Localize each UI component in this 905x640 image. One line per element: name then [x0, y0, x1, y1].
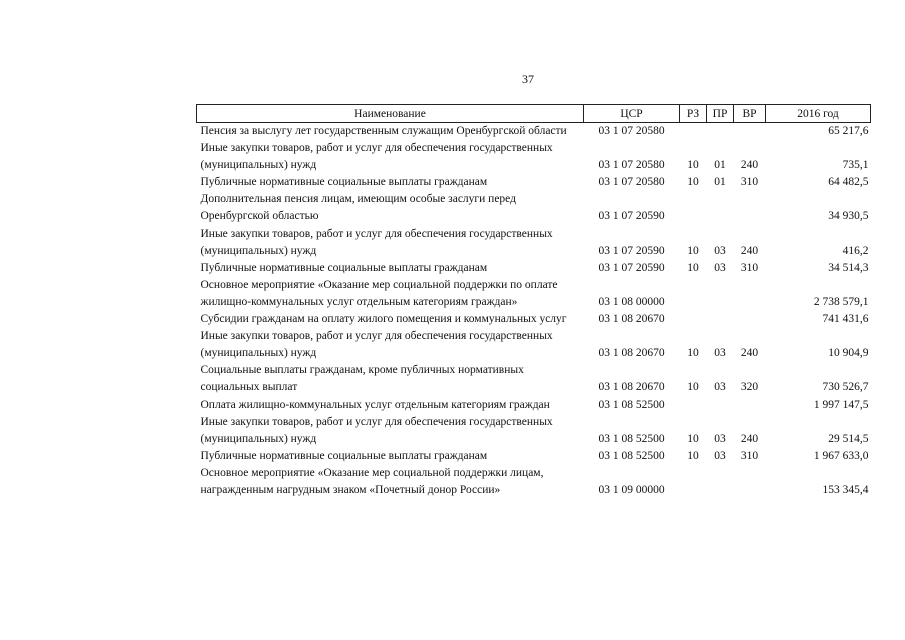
- table-row: [197, 277, 871, 311]
- row-csr: 03 1 08 20670: [598, 313, 665, 326]
- row-pr: [707, 191, 734, 225]
- row-pr: 03: [714, 347, 726, 360]
- row-vr: 240: [740, 244, 759, 257]
- row-rz: 10: [687, 159, 699, 172]
- row-name: Пенсия за выслугу лет государственным служащим Оренбургской области: [200, 125, 567, 137]
- row-sum: 65 217,6: [828, 125, 869, 137]
- row-rz: 10: [687, 432, 699, 445]
- row-name: Публичные нормативные социальные выплаты гражданам: [200, 176, 488, 189]
- row-name: Основное мероприятие «Оказание мер социальной поддержки по оплате жилищно-коммунальных услуг отдельным категориям граждан»: [200, 278, 558, 308]
- table-row: [197, 226, 871, 260]
- row-name: Оплата жилищно-коммунальных услуг отдельным категориям граждан: [200, 398, 550, 411]
- row-name: Социальные выплаты гражданам, кроме публичных нормативных социальных выплат: [200, 364, 524, 394]
- row-vr: 240: [740, 159, 759, 172]
- row-name: Публичные нормативные социальные выплаты гражданам: [200, 261, 488, 274]
- row-vr: [734, 465, 766, 499]
- table-header-row: [197, 105, 871, 123]
- row-csr: 03 1 08 00000: [598, 295, 665, 308]
- header-year: 2016 год: [766, 105, 871, 123]
- row-sum: 10 904,9: [828, 347, 869, 360]
- row-csr: 03 1 07 20590: [598, 261, 665, 274]
- row-csr: 03 1 08 52500: [598, 398, 665, 411]
- table-row: [197, 397, 871, 414]
- row-vr: 310: [740, 449, 759, 462]
- row-vr: 310: [740, 176, 759, 189]
- row-pr: 01: [714, 176, 726, 189]
- row-vr: 320: [740, 381, 759, 394]
- row-rz: 10: [687, 347, 699, 360]
- row-rz: 10: [687, 261, 699, 274]
- header-pr: ПР: [707, 105, 734, 123]
- header-name: Наименование: [197, 105, 584, 123]
- row-sum: 1 967 633,0: [813, 449, 869, 462]
- row-pr: [707, 311, 734, 328]
- row-sum: 29 514,5: [828, 432, 869, 445]
- row-vr: [734, 311, 766, 328]
- row-vr: 310: [740, 261, 759, 274]
- row-name: Публичные нормативные социальные выплаты гражданам: [200, 449, 488, 462]
- row-rz: 10: [687, 176, 699, 189]
- table-row: [197, 174, 871, 191]
- row-pr: 03: [714, 381, 726, 394]
- header-vr: ВР: [734, 105, 766, 123]
- row-name: Иные закупки товаров, работ и услуг для обеспечения государственных (муниципальных) нужд: [200, 142, 553, 172]
- page-number: 37: [522, 72, 534, 86]
- row-pr: 03: [714, 432, 726, 445]
- row-sum: 416,2: [842, 244, 869, 257]
- row-name: Иные закупки товаров, работ и услуг для обеспечения государственных (муниципальных) нужд: [200, 415, 553, 445]
- row-rz: [680, 123, 707, 141]
- row-sum: 1 997 147,5: [813, 398, 869, 411]
- header-csr: ЦСР: [584, 105, 680, 123]
- row-rz: [680, 311, 707, 328]
- table-row: [197, 362, 871, 396]
- row-csr: 03 1 07 20580: [598, 125, 665, 137]
- table-row: [197, 448, 871, 465]
- row-rz: [680, 397, 707, 414]
- row-csr: 03 1 08 20670: [598, 347, 665, 360]
- row-sum: 741 431,6: [822, 313, 869, 326]
- row-vr: [734, 277, 766, 311]
- table-row: [197, 260, 871, 277]
- table-row: [197, 414, 871, 448]
- row-pr: 03: [714, 261, 726, 274]
- table-row: [197, 140, 871, 174]
- row-csr: 03 1 07 20580: [598, 159, 665, 172]
- row-vr: 240: [740, 432, 759, 445]
- row-name: Субсидии гражданам на оплату жилого помещения и коммунальных услуг: [200, 313, 567, 326]
- table-body: [197, 123, 871, 500]
- row-pr: 03: [714, 244, 726, 257]
- row-rz: 10: [687, 449, 699, 462]
- row-csr: 03 1 07 20590: [598, 244, 665, 257]
- row-rz: [680, 465, 707, 499]
- row-csr: 03 1 09 00000: [598, 483, 665, 496]
- row-rz: [680, 277, 707, 311]
- row-pr: 01: [714, 159, 726, 172]
- row-csr: 03 1 08 20670: [598, 381, 665, 394]
- budget-table: [196, 104, 871, 499]
- row-vr: [734, 123, 766, 141]
- row-vr: [734, 191, 766, 225]
- row-sum: 2 738 579,1: [813, 295, 869, 308]
- row-vr: [734, 397, 766, 414]
- table-row: [197, 465, 871, 499]
- row-name: Иные закупки товаров, работ и услуг для обеспечения государственных (муниципальных) нужд: [200, 330, 553, 360]
- table-row: [197, 191, 871, 225]
- row-csr: 03 1 07 20580: [598, 176, 665, 189]
- row-rz: [680, 191, 707, 225]
- row-name: Дополнительная пенсия лицам, имеющим особые заслуги перед Оренбургской областью: [200, 193, 516, 223]
- row-sum: 34 514,3: [828, 261, 869, 274]
- table-row: [197, 123, 871, 141]
- row-sum: 730 526,7: [822, 381, 869, 394]
- row-pr: 03: [714, 449, 726, 462]
- row-pr: [707, 277, 734, 311]
- row-pr: [707, 397, 734, 414]
- row-sum: 735,1: [842, 159, 869, 172]
- row-name: Основное мероприятие «Оказание мер социальной поддержки лицам, награжденным нагрудным знаком «Почетный донор России»: [200, 466, 544, 496]
- row-pr: [707, 123, 734, 141]
- row-csr: 03 1 07 20590: [598, 210, 665, 223]
- row-sum: 153 345,4: [822, 483, 869, 496]
- row-rz: 10: [687, 244, 699, 257]
- row-sum: 34 930,5: [828, 210, 869, 223]
- row-name: Иные закупки товаров, работ и услуг для обеспечения государственных (муниципальных) нужд: [200, 227, 553, 257]
- row-sum: 64 482,5: [828, 176, 869, 189]
- row-pr: [707, 465, 734, 499]
- header-rz: РЗ: [680, 105, 707, 123]
- row-rz: 10: [687, 381, 699, 394]
- row-csr: 03 1 08 52500: [598, 432, 665, 445]
- table-row: [197, 311, 871, 328]
- row-csr: 03 1 08 52500: [598, 449, 665, 462]
- row-vr: 240: [740, 347, 759, 360]
- table-row: [197, 328, 871, 362]
